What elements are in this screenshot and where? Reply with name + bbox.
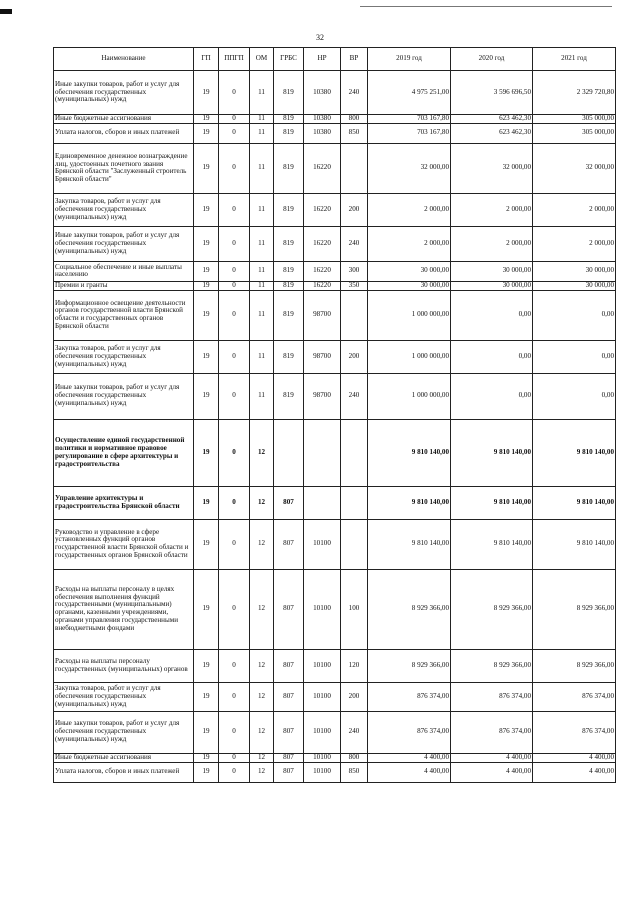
table-row [54, 71, 616, 115]
cell-grbs: 819 [274, 290, 304, 340]
cell-gp: 19 [194, 649, 219, 682]
cell-nr: 10380 [304, 71, 341, 115]
cell-vr: 800 [341, 115, 368, 124]
cell-gp: 19 [194, 373, 219, 419]
col-header-2020: 2020 год [451, 48, 533, 71]
cell-y2020: 623 462,30 [451, 123, 533, 143]
cell-grbs: 807 [274, 753, 304, 762]
cell-gp: 19 [194, 569, 219, 649]
cell-ppgp: 0 [219, 115, 250, 124]
cell-grbs: 807 [274, 486, 304, 519]
cell-y2020: 876 374,00 [451, 682, 533, 711]
cell-name: Осуществление единой государственной политики и нормативное правовое регулирование в сфере архитектуры и градостроительства [54, 419, 194, 486]
cell-nr: 10100 [304, 762, 341, 782]
cell-name: Социальное обеспечение и иные выплаты населению [54, 261, 194, 281]
budget-table [53, 47, 616, 783]
cell-gp: 19 [194, 486, 219, 519]
cell-name: Иные закупки товаров, работ и услуг для обеспечения государственных (муниципальных) нужд [54, 71, 194, 115]
cell-y2019: 1 000 000,00 [368, 373, 451, 419]
cell-ppgp: 0 [219, 486, 250, 519]
cell-name: Уплата налогов, сборов и иных платежей [54, 762, 194, 782]
cell-gp: 19 [194, 226, 219, 261]
cell-om: 12 [250, 762, 274, 782]
cell-y2020: 9 810 140,00 [451, 486, 533, 519]
col-header-name: Наименование [54, 48, 194, 71]
cell-nr: 10100 [304, 711, 341, 753]
cell-ppgp: 0 [219, 226, 250, 261]
cell-y2021: 876 374,00 [533, 682, 616, 711]
cell-ppgp: 0 [219, 373, 250, 419]
cell-y2019: 703 167,80 [368, 123, 451, 143]
col-header-om: ОМ [250, 48, 274, 71]
cell-ppgp: 0 [219, 519, 250, 569]
cell-ppgp: 0 [219, 123, 250, 143]
cell-y2020: 32 000,00 [451, 143, 533, 193]
cell-om: 12 [250, 682, 274, 711]
cell-ppgp: 0 [219, 143, 250, 193]
cell-gp: 19 [194, 762, 219, 782]
cell-y2020: 4 400,00 [451, 762, 533, 782]
table-row [54, 569, 616, 649]
cell-y2020: 0,00 [451, 373, 533, 419]
cell-ppgp: 0 [219, 193, 250, 226]
cell-y2019: 8 929 366,00 [368, 569, 451, 649]
cell-vr: 850 [341, 123, 368, 143]
table-row [54, 711, 616, 753]
cell-name: Уплата налогов, сборов и иных платежей [54, 123, 194, 143]
cell-gp: 19 [194, 193, 219, 226]
cell-y2020: 2 000,00 [451, 193, 533, 226]
cell-grbs [274, 419, 304, 486]
cell-name: Закупка товаров, работ и услуг для обеспечения государственных (муниципальных) нужд [54, 340, 194, 373]
cell-om: 12 [250, 753, 274, 762]
cell-y2021: 2 329 720,80 [533, 71, 616, 115]
cell-vr: 240 [341, 71, 368, 115]
cell-vr: 200 [341, 682, 368, 711]
cell-name: Руководство и управление в сфере установленных функций органов государственной власти Брянской области и государственных органов Брянской области [54, 519, 194, 569]
cell-gp: 19 [194, 753, 219, 762]
cell-y2020: 876 374,00 [451, 711, 533, 753]
cell-vr [341, 419, 368, 486]
cell-grbs: 807 [274, 649, 304, 682]
cell-y2019: 2 000,00 [368, 226, 451, 261]
cell-y2021: 0,00 [533, 290, 616, 340]
cell-grbs: 819 [274, 373, 304, 419]
cell-om: 11 [250, 71, 274, 115]
table-row [54, 226, 616, 261]
cell-om: 12 [250, 649, 274, 682]
scan-top-rule [360, 6, 612, 7]
col-header-grbs: ГРБС [274, 48, 304, 71]
cell-nr: 10100 [304, 649, 341, 682]
cell-nr: 16220 [304, 261, 341, 281]
cell-name: Расходы на выплаты персоналу в целях обеспечения выполнения функций государственными (муниципальными) органами, казенными учреждениями, органами управления государственными внебюджетными фондами [54, 569, 194, 649]
cell-y2021: 2 000,00 [533, 193, 616, 226]
cell-name: Закупка товаров, работ и услуг для обеспечения государственных (муниципальных) нужд [54, 682, 194, 711]
cell-grbs: 819 [274, 226, 304, 261]
cell-y2020: 3 596 696,50 [451, 71, 533, 115]
cell-y2021: 0,00 [533, 373, 616, 419]
cell-y2021: 8 929 366,00 [533, 569, 616, 649]
table-row [54, 373, 616, 419]
cell-nr: 10100 [304, 682, 341, 711]
cell-vr: 200 [341, 340, 368, 373]
cell-ppgp: 0 [219, 281, 250, 290]
table-row [54, 419, 616, 486]
cell-om: 12 [250, 486, 274, 519]
cell-grbs: 807 [274, 569, 304, 649]
cell-y2019: 1 000 000,00 [368, 340, 451, 373]
col-header-vr: ВР [341, 48, 368, 71]
cell-vr: 850 [341, 762, 368, 782]
cell-gp: 19 [194, 290, 219, 340]
table-row [54, 193, 616, 226]
cell-y2021: 305 000,00 [533, 115, 616, 124]
cell-gp: 19 [194, 71, 219, 115]
table-row [54, 143, 616, 193]
cell-y2021: 30 000,00 [533, 281, 616, 290]
page-number: 32 [316, 33, 324, 42]
cell-y2021: 0,00 [533, 340, 616, 373]
cell-y2021: 9 810 140,00 [533, 486, 616, 519]
table-row [54, 519, 616, 569]
table-row [54, 486, 616, 519]
cell-y2020: 9 810 140,00 [451, 519, 533, 569]
cell-vr: 350 [341, 281, 368, 290]
cell-vr: 100 [341, 569, 368, 649]
cell-vr: 300 [341, 261, 368, 281]
cell-y2021: 4 400,00 [533, 753, 616, 762]
cell-ppgp: 0 [219, 290, 250, 340]
cell-name: Иные бюджетные ассигнования [54, 115, 194, 124]
cell-y2019: 30 000,00 [368, 261, 451, 281]
scan-corner-mark [0, 9, 12, 14]
cell-vr: 240 [341, 226, 368, 261]
col-header-ppgp: ППГП [219, 48, 250, 71]
cell-nr: 10380 [304, 123, 341, 143]
cell-om: 11 [250, 193, 274, 226]
cell-y2020: 4 400,00 [451, 753, 533, 762]
cell-grbs: 819 [274, 340, 304, 373]
col-header-2019: 2019 год [368, 48, 451, 71]
table-row [54, 261, 616, 281]
cell-y2020: 8 929 366,00 [451, 569, 533, 649]
cell-nr: 98700 [304, 340, 341, 373]
cell-gp: 19 [194, 123, 219, 143]
cell-y2019: 2 000,00 [368, 193, 451, 226]
cell-om: 11 [250, 143, 274, 193]
cell-nr [304, 419, 341, 486]
cell-vr: 240 [341, 373, 368, 419]
cell-name: Иные закупки товаров, работ и услуг для обеспечения государственных (муниципальных) нужд [54, 226, 194, 261]
cell-y2020: 0,00 [451, 290, 533, 340]
cell-gp: 19 [194, 519, 219, 569]
cell-vr [341, 143, 368, 193]
cell-y2021: 8 929 366,00 [533, 649, 616, 682]
cell-grbs: 819 [274, 193, 304, 226]
cell-name: Управление архитектуры и градостроительства Брянской области [54, 486, 194, 519]
cell-y2020: 9 810 140,00 [451, 419, 533, 486]
cell-grbs: 807 [274, 682, 304, 711]
cell-y2020: 30 000,00 [451, 281, 533, 290]
cell-vr: 200 [341, 193, 368, 226]
cell-y2021: 32 000,00 [533, 143, 616, 193]
cell-gp: 19 [194, 281, 219, 290]
cell-y2019: 703 167,80 [368, 115, 451, 124]
cell-vr [341, 290, 368, 340]
cell-ppgp: 0 [219, 419, 250, 486]
table-row [54, 762, 616, 782]
table-row [54, 340, 616, 373]
cell-grbs: 807 [274, 519, 304, 569]
cell-nr: 16220 [304, 281, 341, 290]
cell-y2020: 623 462,30 [451, 115, 533, 124]
cell-om: 11 [250, 340, 274, 373]
cell-name: Иные закупки товаров, работ и услуг для обеспечения государственных (муниципальных) нужд [54, 711, 194, 753]
cell-grbs: 819 [274, 281, 304, 290]
cell-y2021: 876 374,00 [533, 711, 616, 753]
cell-vr: 240 [341, 711, 368, 753]
cell-gp: 19 [194, 682, 219, 711]
table-row [54, 290, 616, 340]
cell-name: Иные закупки товаров, работ и услуг для обеспечения государственных (муниципальных) нужд [54, 373, 194, 419]
cell-y2021: 4 400,00 [533, 762, 616, 782]
cell-vr [341, 486, 368, 519]
cell-ppgp: 0 [219, 649, 250, 682]
cell-y2021: 2 000,00 [533, 226, 616, 261]
cell-nr [304, 486, 341, 519]
cell-y2019: 9 810 140,00 [368, 486, 451, 519]
cell-name: Премии и гранты [54, 281, 194, 290]
cell-y2019: 32 000,00 [368, 143, 451, 193]
cell-y2020: 30 000,00 [451, 261, 533, 281]
cell-gp: 19 [194, 261, 219, 281]
cell-vr: 800 [341, 753, 368, 762]
cell-grbs: 819 [274, 143, 304, 193]
cell-om: 11 [250, 261, 274, 281]
cell-grbs: 819 [274, 71, 304, 115]
table-row [54, 649, 616, 682]
cell-om: 11 [250, 373, 274, 419]
col-header-2021: 2021 год [533, 48, 616, 71]
cell-gp: 19 [194, 340, 219, 373]
col-header-gp: ГП [194, 48, 219, 71]
cell-y2020: 0,00 [451, 340, 533, 373]
cell-om: 11 [250, 281, 274, 290]
cell-ppgp: 0 [219, 762, 250, 782]
cell-name: Единовременное денежное вознаграждение лиц, удостоенных почетного звания Брянской области "Заслуженный строитель Брянской области" [54, 143, 194, 193]
cell-ppgp: 0 [219, 340, 250, 373]
table-row [54, 281, 616, 290]
cell-vr: 120 [341, 649, 368, 682]
cell-ppgp: 0 [219, 711, 250, 753]
cell-y2021: 9 810 140,00 [533, 419, 616, 486]
cell-om: 11 [250, 290, 274, 340]
table-row [54, 753, 616, 762]
cell-name: Иные бюджетные ассигнования [54, 753, 194, 762]
col-header-nr: НР [304, 48, 341, 71]
cell-y2019: 1 000 000,00 [368, 290, 451, 340]
cell-y2020: 8 929 366,00 [451, 649, 533, 682]
cell-om: 12 [250, 419, 274, 486]
cell-grbs: 807 [274, 762, 304, 782]
cell-y2019: 8 929 366,00 [368, 649, 451, 682]
cell-y2019: 876 374,00 [368, 682, 451, 711]
cell-nr: 98700 [304, 373, 341, 419]
cell-y2021: 9 810 140,00 [533, 519, 616, 569]
cell-y2019: 9 810 140,00 [368, 519, 451, 569]
cell-y2019: 4 975 251,00 [368, 71, 451, 115]
cell-gp: 19 [194, 143, 219, 193]
cell-name: Закупка товаров, работ и услуг для обеспечения государственных (муниципальных) нужд [54, 193, 194, 226]
cell-nr: 10380 [304, 115, 341, 124]
cell-nr: 10100 [304, 753, 341, 762]
cell-om: 11 [250, 115, 274, 124]
cell-om: 12 [250, 711, 274, 753]
cell-y2019: 876 374,00 [368, 711, 451, 753]
table-header-row [54, 48, 616, 71]
cell-ppgp: 0 [219, 261, 250, 281]
cell-grbs: 819 [274, 123, 304, 143]
cell-ppgp: 0 [219, 753, 250, 762]
cell-y2019: 4 400,00 [368, 762, 451, 782]
cell-nr: 10100 [304, 569, 341, 649]
cell-nr: 16220 [304, 143, 341, 193]
cell-ppgp: 0 [219, 71, 250, 115]
cell-gp: 19 [194, 115, 219, 124]
cell-om: 11 [250, 123, 274, 143]
cell-grbs: 807 [274, 711, 304, 753]
cell-grbs: 819 [274, 115, 304, 124]
cell-y2019: 30 000,00 [368, 281, 451, 290]
cell-grbs: 819 [274, 261, 304, 281]
cell-y2021: 305 000,00 [533, 123, 616, 143]
cell-om: 11 [250, 226, 274, 261]
cell-om: 12 [250, 569, 274, 649]
cell-y2019: 9 810 140,00 [368, 419, 451, 486]
cell-ppgp: 0 [219, 682, 250, 711]
cell-name: Расходы на выплаты персоналу государственных (муниципальных) органов [54, 649, 194, 682]
cell-y2021: 30 000,00 [533, 261, 616, 281]
cell-name: Информационное освещение деятельности органов государственной власти Брянской области и государственных органов Брянской области [54, 290, 194, 340]
cell-gp: 19 [194, 711, 219, 753]
cell-nr: 16220 [304, 226, 341, 261]
table-row [54, 682, 616, 711]
cell-y2019: 4 400,00 [368, 753, 451, 762]
table-row [54, 123, 616, 143]
table-row [54, 115, 616, 124]
cell-nr: 98700 [304, 290, 341, 340]
cell-vr [341, 519, 368, 569]
cell-y2020: 2 000,00 [451, 226, 533, 261]
cell-nr: 10100 [304, 519, 341, 569]
cell-ppgp: 0 [219, 569, 250, 649]
cell-om: 12 [250, 519, 274, 569]
cell-nr: 16220 [304, 193, 341, 226]
cell-gp: 19 [194, 419, 219, 486]
